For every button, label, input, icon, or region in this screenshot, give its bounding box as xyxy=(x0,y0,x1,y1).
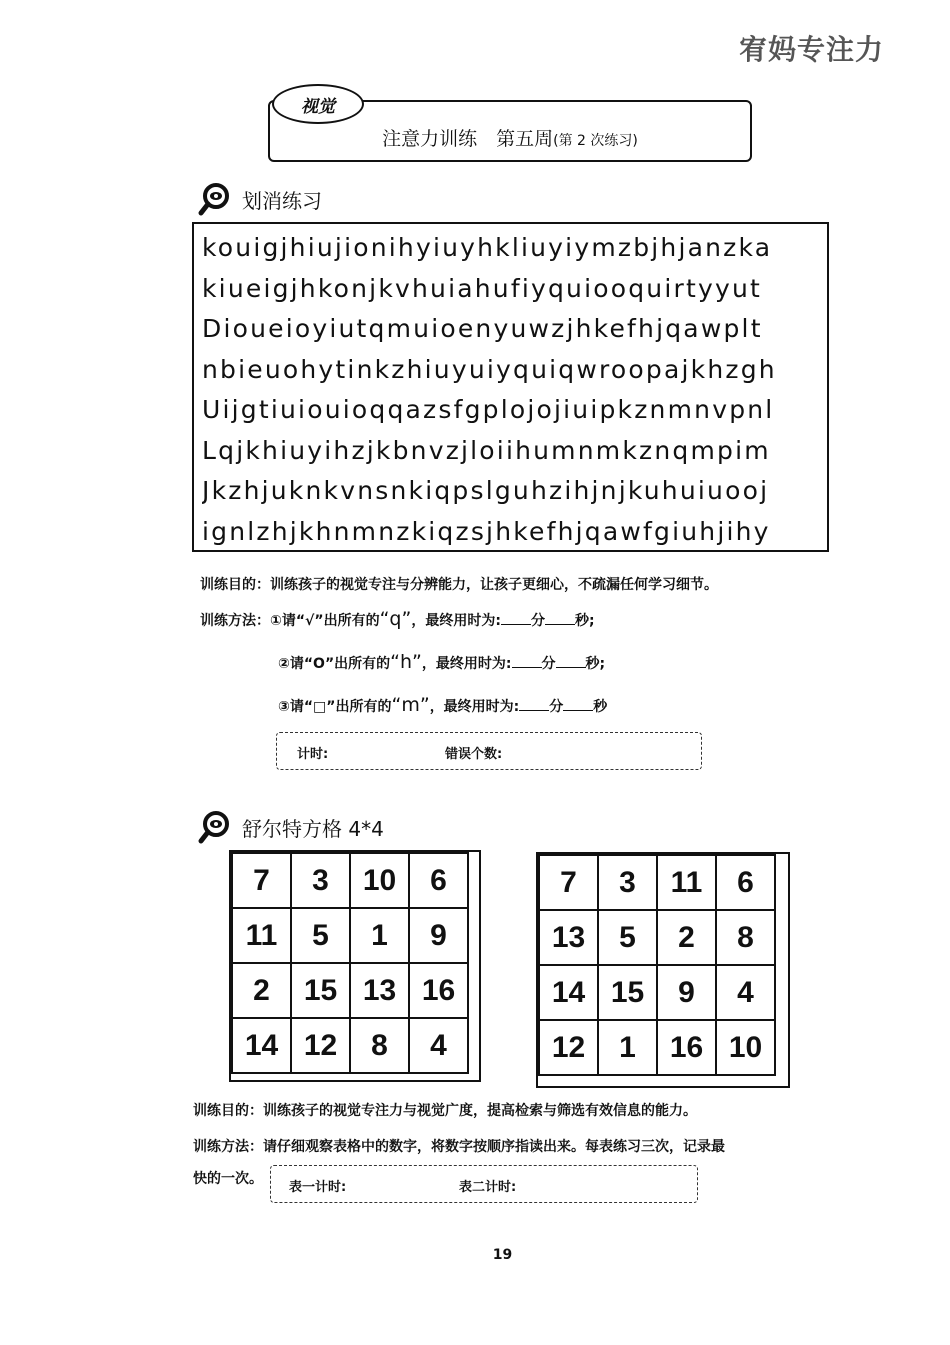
section2-timer-box[interactable] xyxy=(270,1165,698,1203)
method-line-2 xyxy=(278,651,605,673)
timer-label: 计时: xyxy=(297,747,329,762)
grid-cell[interactable]: 3 xyxy=(598,855,657,910)
grid-cell[interactable]: 9 xyxy=(409,908,468,963)
method-line-3 xyxy=(278,694,607,716)
grid-cell[interactable]: 13 xyxy=(539,910,598,965)
grid-cell[interactable]: 15 xyxy=(291,963,350,1018)
grid-cell[interactable]: 5 xyxy=(598,910,657,965)
method-target: “h” xyxy=(390,651,422,673)
grid-cell[interactable]: 10 xyxy=(350,853,409,908)
letter-row: nbieuohytinkzhiuyuiyquiqwroopajkhzgh xyxy=(202,354,777,384)
section1-timer-box[interactable] xyxy=(276,732,702,770)
letter-row: Jkzhjuknkvnsnkiqpslguhzihjnjkuhuiuooj xyxy=(202,476,770,505)
grid-cell[interactable]: 14 xyxy=(539,965,598,1020)
method-suffix: ，最终用时为: xyxy=(429,699,520,715)
grid-cell[interactable]: 5 xyxy=(291,908,350,963)
header-subtitle: (第 2 次练习) xyxy=(553,133,638,149)
method-line-1 xyxy=(200,608,595,630)
method-target: “m” xyxy=(391,694,430,716)
method-target: “q” xyxy=(379,608,412,630)
grid-cell[interactable]: 12 xyxy=(291,1018,350,1073)
minutes-blank[interactable] xyxy=(519,698,549,711)
section1-purpose: 训练目的：训练孩子的视觉专注与分辨能力，让孩子更细心，不疏漏任何学习细节。 xyxy=(200,577,718,593)
grid-cell[interactable]: 3 xyxy=(291,853,350,908)
grid-cell[interactable]: 4 xyxy=(409,1018,468,1073)
method-suffix: ，最终用时为: xyxy=(411,613,501,629)
letter-cancel-grid xyxy=(192,222,829,552)
grid-cell[interactable]: 12 xyxy=(539,1020,598,1075)
header-title-text: 注意力训练 第五周 xyxy=(382,128,554,150)
page-number: 19 xyxy=(492,1247,513,1263)
section2-method: 训练方法：请仔细观察表格中的数字，将数字按顺序指读出来。每表练习三次，记录最 xyxy=(193,1139,725,1155)
method-prefix: ③请“□”出所有的 xyxy=(278,699,392,715)
letter-row: kiueigjhkonjkvhuiahufiyquiooquirtyyut xyxy=(202,273,763,303)
letter-row: Dioueioyiutqmuioenyuwzjhkefhjqawplt xyxy=(202,314,763,343)
method-label: 训练方法： xyxy=(200,613,270,629)
seconds-unit: 秒 xyxy=(593,699,608,715)
minutes-blank[interactable] xyxy=(501,612,531,625)
seconds-unit: 秒; xyxy=(574,613,595,629)
grid-cell[interactable]: 10 xyxy=(716,1020,775,1075)
grid-cell[interactable]: 1 xyxy=(598,1020,657,1075)
table1-timer-label: 表一计时: xyxy=(289,1180,347,1195)
grid-cell[interactable]: 11 xyxy=(232,908,291,963)
method-suffix: ，最终用时为: xyxy=(421,656,512,672)
grid-cell[interactable]: 11 xyxy=(657,855,716,910)
grid-cell[interactable]: 16 xyxy=(657,1020,716,1075)
schulte-grid-2 xyxy=(538,854,776,1076)
minutes-unit: 分 xyxy=(549,699,564,715)
minutes-blank[interactable] xyxy=(512,655,542,668)
grid-cell[interactable]: 13 xyxy=(350,963,409,1018)
seconds-blank[interactable] xyxy=(563,698,593,711)
grid-cell[interactable]: 16 xyxy=(409,963,468,1018)
grid-cell[interactable]: 9 xyxy=(657,965,716,1020)
magnifier-eye-icon xyxy=(198,810,232,844)
errors-label: 错误个数: xyxy=(445,747,503,762)
grid-cell[interactable]: 1 xyxy=(350,908,409,963)
grid-cell[interactable]: 7 xyxy=(232,853,291,908)
visual-tag: 视觉 xyxy=(272,84,364,124)
grid-cell[interactable]: 8 xyxy=(350,1018,409,1073)
section2-heading xyxy=(198,810,384,844)
section1-heading xyxy=(198,182,322,216)
seconds-unit: 秒; xyxy=(585,656,606,672)
section2-purpose: 训练目的：训练孩子的视觉专注力与视觉广度，提高检索与筛选有效信息的能力。 xyxy=(193,1103,697,1119)
grid-cell[interactable]: 2 xyxy=(657,910,716,965)
letter-row: Uijgtiuiouioqqazsfgplojojiuipkznmnvpnl xyxy=(202,395,775,424)
grid-cell[interactable]: 2 xyxy=(232,963,291,1018)
grid-cell[interactable]: 14 xyxy=(232,1018,291,1073)
section2-method-cont: 快的一次。 xyxy=(193,1171,263,1187)
grid-cell[interactable]: 4 xyxy=(716,965,775,1020)
grid-cell[interactable]: 15 xyxy=(598,965,657,1020)
letter-row: ignlzhjkhnmnzkiqzsjhkefhjqawfgiuhjihy xyxy=(202,516,771,546)
letter-row: Lqjkhiuyihzjkbnvzjloiihumnmkznqmpim xyxy=(202,435,771,465)
letter-row: kouigjhiujionihyiuyhkliuyiymzbjhjanzka xyxy=(202,233,773,262)
grid-cell[interactable]: 6 xyxy=(409,853,468,908)
minutes-unit: 分 xyxy=(541,656,556,672)
grid-cell[interactable]: 8 xyxy=(716,910,775,965)
method-prefix: ①请“√”出所有的 xyxy=(270,613,380,629)
method-prefix: ②请“O”出所有的 xyxy=(278,656,391,672)
seconds-blank[interactable] xyxy=(545,612,575,625)
section2-title: 舒尔特方格 4*4 xyxy=(242,816,384,841)
grid-cell[interactable]: 6 xyxy=(716,855,775,910)
magnifier-eye-icon xyxy=(198,182,232,216)
seconds-blank[interactable] xyxy=(556,655,586,668)
table2-timer-label: 表二计时: xyxy=(459,1180,517,1195)
schulte-grid-1 xyxy=(231,852,469,1074)
section1-title: 划消练习 xyxy=(242,188,322,213)
minutes-unit: 分 xyxy=(530,613,545,629)
header-title xyxy=(270,124,750,151)
grid-cell[interactable]: 7 xyxy=(539,855,598,910)
brand-watermark: 宥妈专注力 xyxy=(738,33,884,66)
